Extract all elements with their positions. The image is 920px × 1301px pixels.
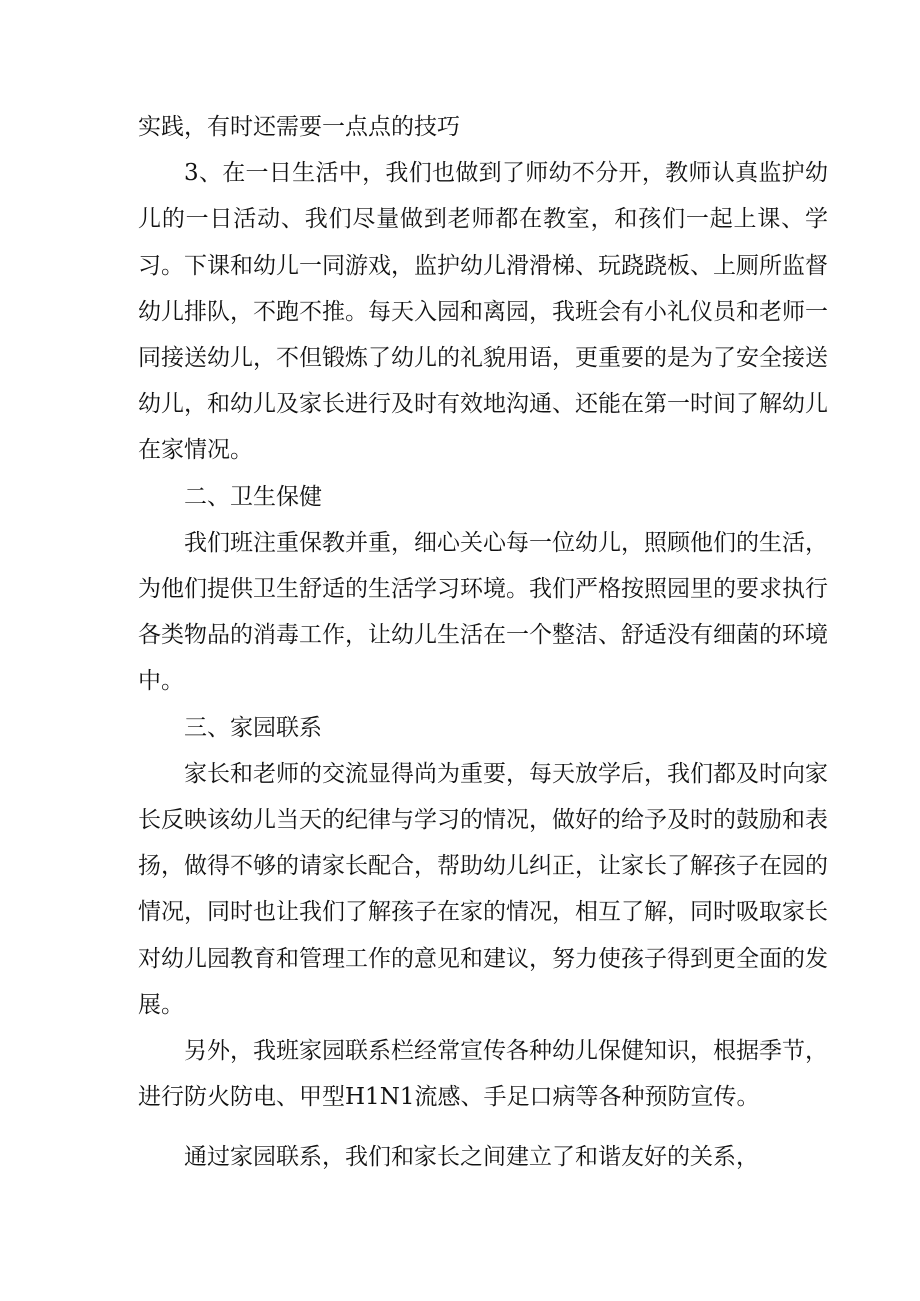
- section-heading-hygiene: 二、卫生保健: [184, 483, 322, 510]
- paragraph-daily-life: 3、在一日生活中，我们也做到了师幼不分开，教师认真监护幼儿的一日活动、我们尽量做到老师都在教室，和孩们一起上课、学习。下课和幼儿一同游戏，监护幼儿滑滑梯、玩跷跷板、上厕所监督幼儿排队，不跑不推。每天入园和离园，我班会有小礼仪员和老师一同接送幼儿，不但锻炼了幼儿的礼貌用语，更重要的是为了安全接送幼儿，和幼儿及家长进行及时有效地沟通、还能在第一时间了解幼儿在家情况。: [138, 160, 828, 464]
- paragraph-health-promotion: 另外，我班家园联系栏经常宣传各种幼儿保健知识，根据季节，进行防火防电、甲型H1N1流感、手足口病等各种预防宣传。: [138, 1038, 828, 1111]
- document-body: [138, 104, 828, 1181]
- paragraph-continuation: 实践，有时还需要一点点的技巧: [138, 114, 460, 140]
- paragraph-hygiene: 我们班注重保教并重，细心关心每一位幼儿，照顾他们的生活，为他们提供卫生舒适的生活学习环境。我们严格按照园里的要求执行各类物品的消毒工作，让幼儿生活在一个整洁、舒适没有细菌的环境中。: [138, 529, 828, 695]
- section-heading-home-school: 三、家园联系: [184, 714, 322, 741]
- paragraph-relationship: 通过家园联系，我们和家长之间建立了和谐友好的关系，: [184, 1144, 759, 1171]
- paragraph-home-school: 家长和老师的交流显得尚为重要，每天放学后，我们都及时向家长反映该幼儿当天的纪律与学习的情况，做好的给予及时的鼓励和表扬，做得不够的请家长配合，帮助幼儿纠正，让家长了解孩子在园的情况，同时也让我们了解孩子在家的情况，相互了解，同时吸取家长对幼儿园教育和管理工作的意见和建议，努力使孩子得到更全面的发展。: [138, 760, 828, 1018]
